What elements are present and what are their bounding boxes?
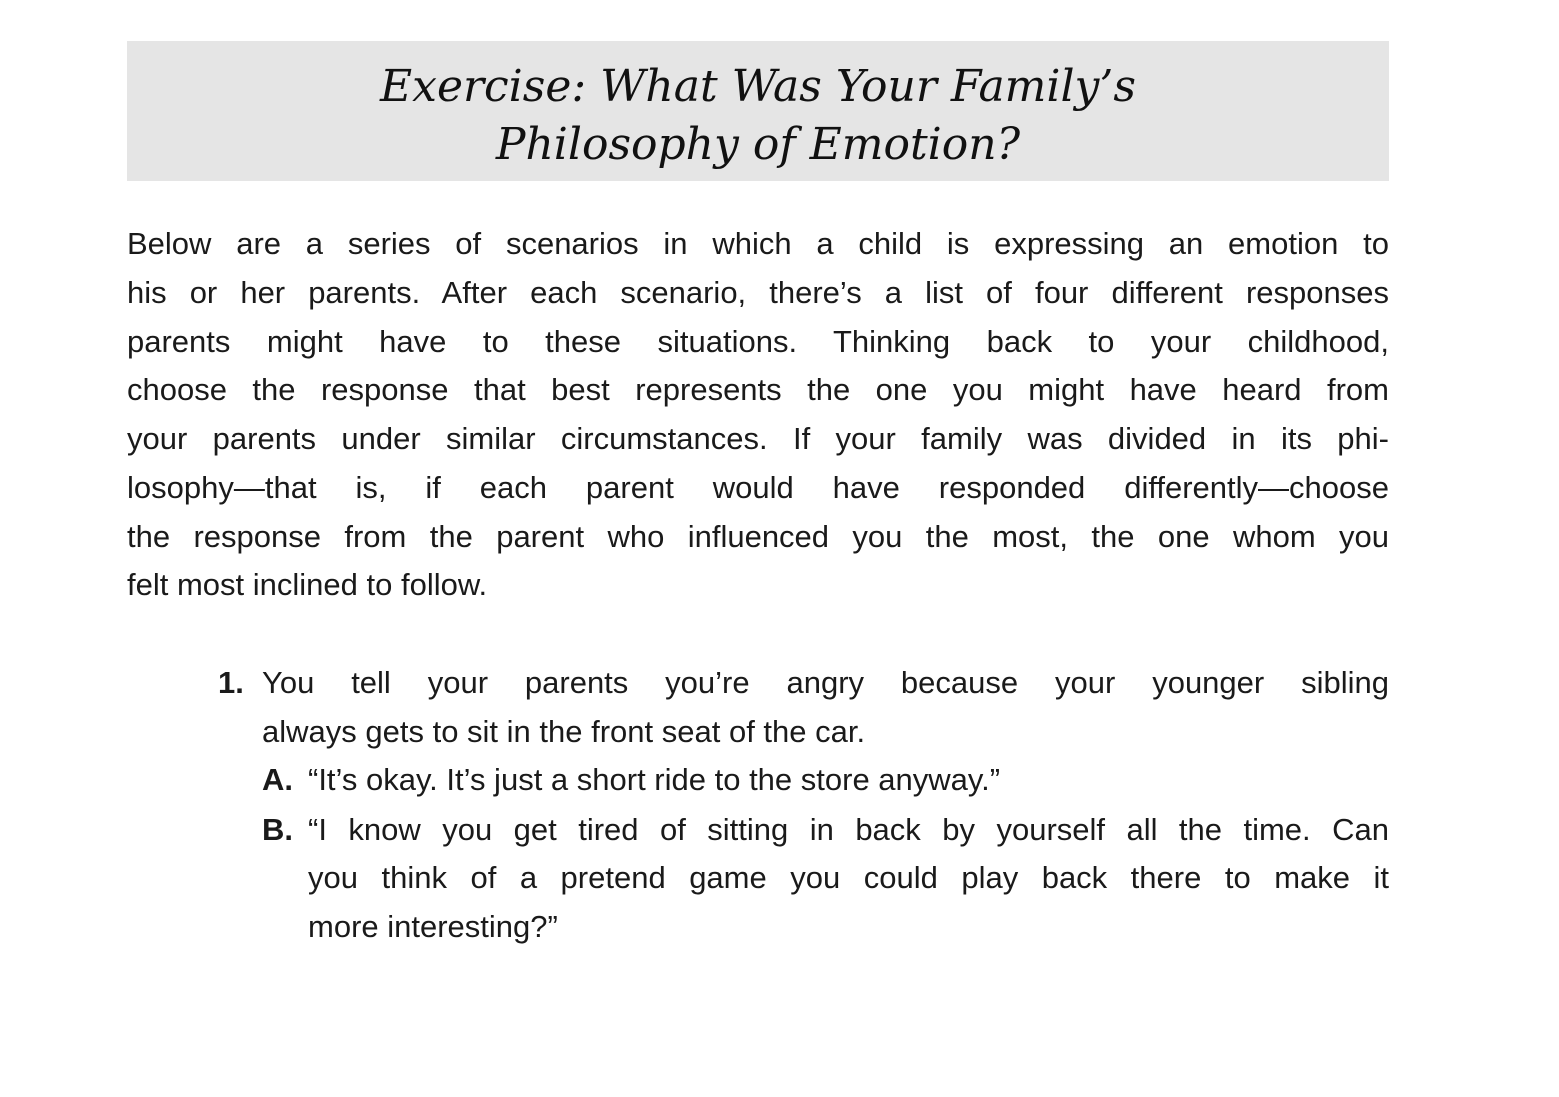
scenario-number: 1. (218, 665, 244, 700)
exercise-title-box (127, 41, 1389, 181)
intro-line: his or her parents. After each scenario, there’s a list of four different responses (127, 275, 1389, 310)
exercise-title-line-2: Philosophy of Emotion? (495, 119, 1021, 170)
option-b-text: more interesting?” (308, 909, 558, 944)
intro-line: parents might have to these situations. Thinking back to your childhood, (127, 324, 1389, 359)
option-a-text: “It’s okay. It’s just a short ride to the store anyway.” (308, 762, 1001, 797)
scenario-line: always gets to sit in the front seat of the car. (262, 714, 866, 749)
intro-line: the response from the parent who influenced you the most, the one whom you (127, 519, 1389, 554)
intro-line: choose the response that best represents the one you might have heard from (127, 372, 1389, 407)
option-b-letter: B. (262, 812, 293, 847)
intro-line: losophy—that is, if each parent would have responded differently—choose (127, 470, 1389, 505)
intro-line: felt most inclined to follow. (127, 567, 488, 602)
scenario-line: You tell your parents you’re angry because your younger sibling (262, 665, 1389, 700)
option-a-letter: A. (262, 762, 293, 797)
intro-line: Below are a series of scenarios in which a child is expressing an emotion to (127, 226, 1389, 261)
option-b-text: “I know you get tired of sitting in back by yourself all the time. Can (308, 812, 1389, 847)
exercise-title-line-1: Exercise: What Was Your Family’s (380, 61, 1136, 112)
option-b-text: you think of a pretend game you could play back there to make it (308, 860, 1389, 895)
intro-line: your parents under similar circumstances. If your family was divided in its phi- (127, 421, 1389, 456)
